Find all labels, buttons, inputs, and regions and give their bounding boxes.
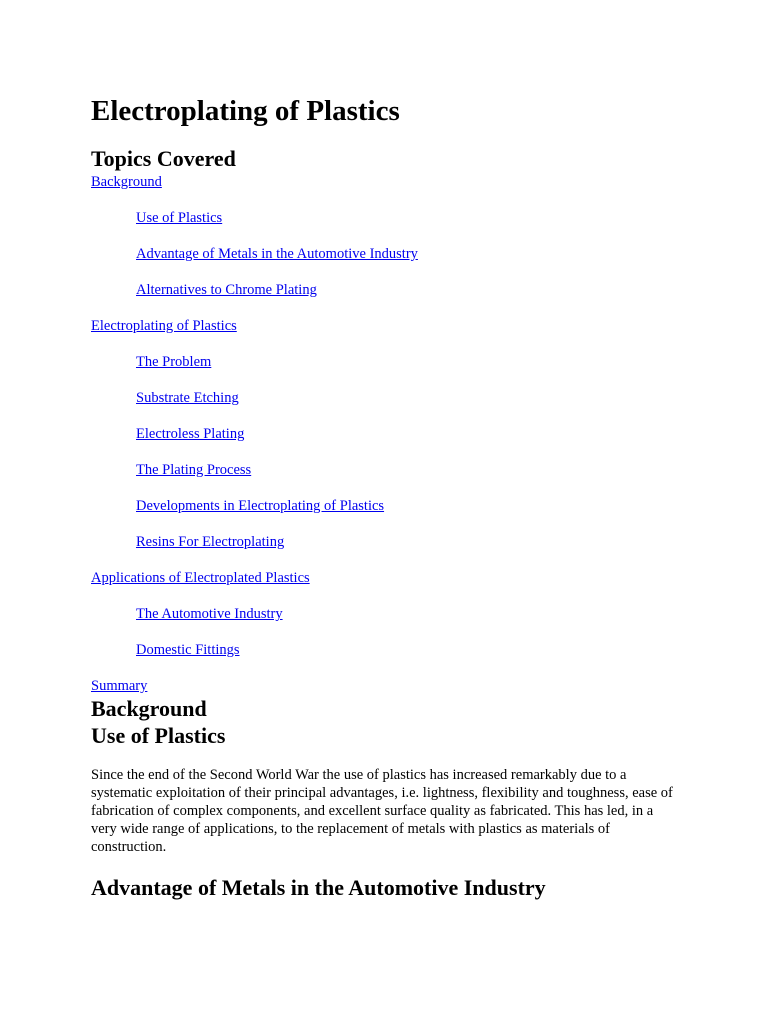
toc-link-background[interactable]: Background [91, 174, 162, 190]
toc-heading: Topics Covered [91, 146, 236, 171]
toc-link-substrate-etching[interactable]: Substrate Etching [136, 390, 239, 406]
toc-link-plating-process[interactable]: The Plating Process [136, 462, 252, 478]
document-title: Electroplating of Plastics [91, 95, 400, 127]
toc-link-developments[interactable]: Developments in Electroplating of Plastics [136, 498, 385, 514]
toc-link-automotive-industry[interactable]: The Automotive Industry [136, 606, 283, 622]
toc-link-use-of-plastics[interactable]: Use of Plastics [136, 210, 223, 226]
section-heading-background: Background [91, 696, 207, 721]
toc-link-resins[interactable]: Resins For Electroplating [136, 534, 285, 550]
section-heading-use-of-plastics: Use of Plastics [91, 723, 226, 748]
toc-link-electroplating[interactable]: Electroplating of Plastics [91, 318, 237, 334]
section-heading-advantage-metals: Advantage of Metals in the Automotive Industry [91, 875, 546, 900]
toc-link-the-problem[interactable]: The Problem [136, 354, 212, 370]
toc-link-domestic-fittings[interactable]: Domestic Fittings [136, 642, 240, 658]
toc-link-applications[interactable]: Applications of Electroplated Plastics [91, 570, 310, 586]
paragraph-use-of-plastics: Since the end of the Second World War the use of plastics has increased remarkably due to a systematic exploitation of their principal advantages, i.e. lightness, flexibility and toughness, ease of fabrication of complex components, and excellent surface quality as fabricated. This has led, in a very wide range of applications, to the replacement of metals with plastics as materials of construction. [91, 767, 673, 855]
toc-link-summary[interactable]: Summary [91, 678, 148, 694]
toc-link-alternatives-chrome[interactable]: Alternatives to Chrome Plating [136, 282, 317, 298]
toc-link-electroless-plating[interactable]: Electroless Plating [136, 426, 245, 442]
toc-link-advantage-of-metals[interactable]: Advantage of Metals in the Automotive Industry [136, 246, 418, 262]
